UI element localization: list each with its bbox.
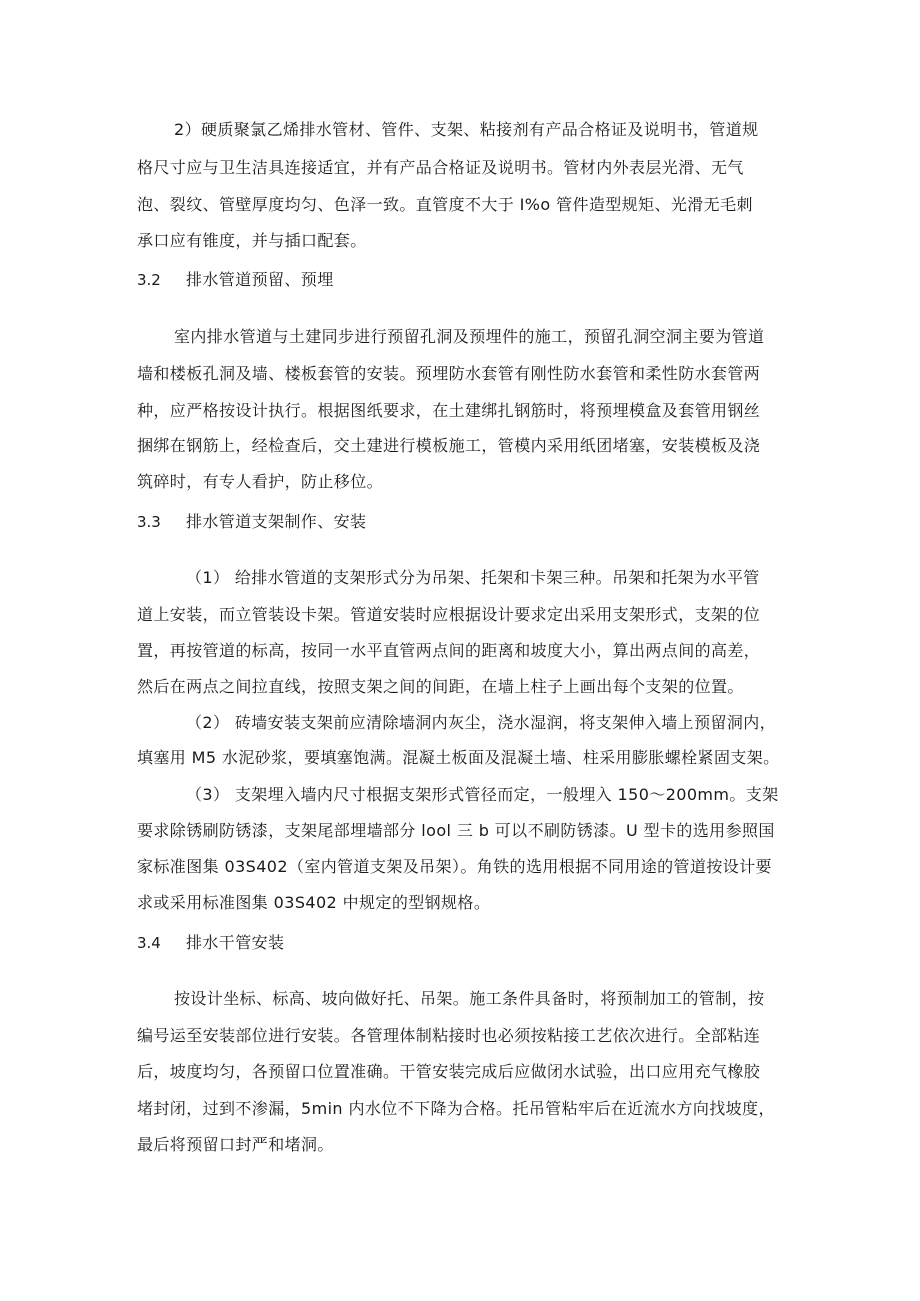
text-line: 捆绑在钢筋上，经检查后，交土建进行模板施工，管模内采用纸团堵塞，安装模板及浇 bbox=[137, 436, 761, 455]
text-line: 后，坡度均匀，各预留口位置准确。干管安装完成后应做闭水试验，出口应用充气橡胶 bbox=[137, 1062, 761, 1081]
text-line: 承口应有锥度，并与插口配套。 bbox=[137, 231, 367, 250]
text-line: 道上安装，而立管装设卡架。管道安装时应根据设计要求定出采用支架形式，支架的位 bbox=[137, 605, 761, 624]
text-line: 墙和楼板孔洞及墙、楼板套管的安装。预埋防水套管有刚性防水套管和柔性防水套管两 bbox=[137, 364, 761, 383]
text-line: （2） 砖墙安装支架前应清除墙洞内灰尘，浇水湿润，将支架伸入墙上预留洞内， bbox=[186, 713, 777, 732]
text-line: 编号运至安装部位进行安装。各管理体制粘接时也必须按粘接工艺依次进行。全部粘连 bbox=[137, 1026, 761, 1045]
section-title: 排水管道预留、预埋 bbox=[186, 270, 334, 289]
section-number: 3.4 bbox=[137, 934, 161, 952]
text-line: （3） 支架埋入墙内尺寸根据支架形式管径而定，一般埋入 150～200mm。支架 bbox=[186, 785, 779, 804]
section-number: 3.3 bbox=[137, 513, 161, 531]
text-line: 按设计坐标、标高、坡向做好托、吊架。施工条件具备时，将预制加工的管制，按 bbox=[174, 989, 765, 1008]
text-line: 家标准图集 03S402（室内管道支架及吊架）。角铁的选用根据不同用途的管道按设计要 bbox=[137, 857, 772, 876]
text-line: （1） 给排水管道的支架形式分为吊架、托架和卡架三种。吊架和托架为水平管 bbox=[186, 568, 760, 587]
section-title: 排水管道支架制作、安装 bbox=[186, 512, 367, 531]
text-line: 填塞用 M5 水泥砂浆，要填塞饱满。混凝土板面及混凝土墙、柱采用膨胀螺栓紧固支架。 bbox=[137, 748, 780, 767]
text-line: 求或采用标准图集 03S402 中规定的型钢规格。 bbox=[137, 893, 491, 912]
text-line: 要求除锈刷防锈漆，支架尾部埋墙部分 lool 三 b 可以不刷防锈漆。U 型卡的选用参照国 bbox=[137, 821, 775, 840]
text-line: 泡、裂纹、管壁厚度均匀、色泽一致。直管度不大于 I%o 管件造型规矩、光滑无毛刺 bbox=[137, 195, 753, 214]
text-line: 种，应严格按设计执行。根据图纸要求，在土建绑扎钢筋时，将预埋模盒及套管用钢丝 bbox=[137, 401, 761, 420]
text-line: 然后在两点之间拉直线，按照支架之间的间距，在墙上柱子上画出每个支架的位置。 bbox=[137, 677, 744, 696]
text-line: 格尺寸应与卫生洁具连接适宜，并有产品合格证及说明书。管材内外表层光滑、无气 bbox=[137, 158, 744, 177]
text-line: 筑碎时，有专人看护，防止移位。 bbox=[137, 472, 384, 491]
text-line: 室内排水管道与土建同步进行预留孔洞及预埋件的施工，预留孔洞空洞主要为管道 bbox=[174, 327, 765, 346]
text-line: 堵封闭，过到不渗漏，5min 内水位不下降为合格。托吊管粘牢后在近流水方向找坡度， bbox=[137, 1099, 775, 1118]
text-line: 置，再按管道的标高，按同一水平直管两点间的距离和坡度大小，算出两点间的高差， bbox=[137, 641, 761, 660]
section-title: 排水干管安装 bbox=[186, 933, 285, 952]
section-number: 3.2 bbox=[137, 271, 161, 289]
text-line: 2）硬质聚氯乙烯排水管材、管件、支架、粘接剂有产品合格证及说明书，管道规 bbox=[174, 120, 759, 139]
text-line: 最后将预留口封严和堵洞。 bbox=[137, 1135, 334, 1154]
